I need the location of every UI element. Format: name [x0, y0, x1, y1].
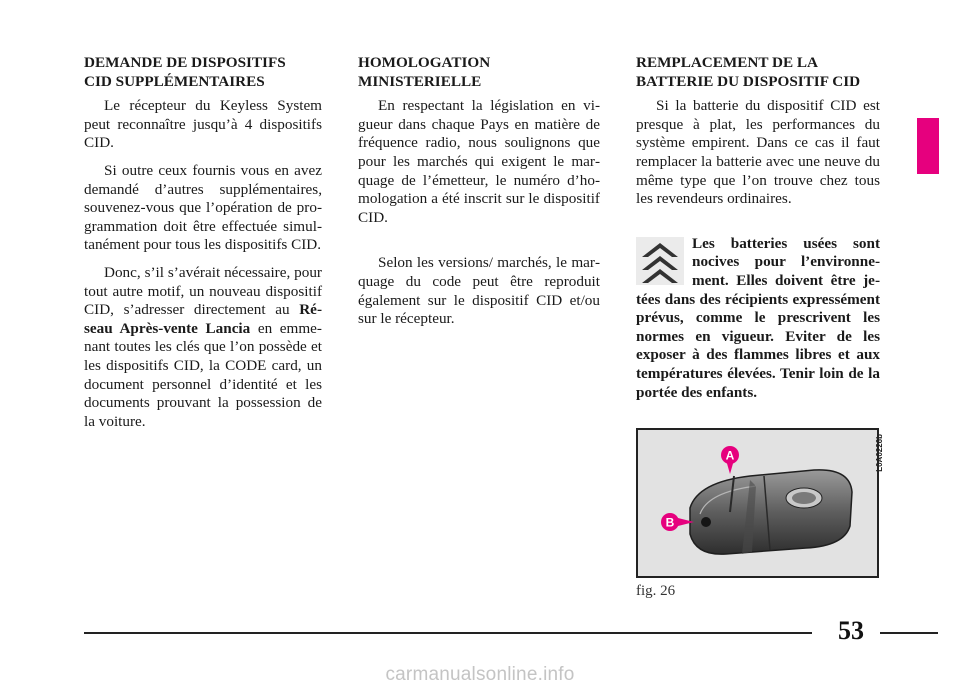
- section-heading-additional-cid: DEMANDE DE DISPOSITIFS CID SUPPLÉMENTAIRES: [84, 54, 286, 90]
- recycling-warning-icon: [636, 237, 684, 285]
- paragraph: Si la batterie du dispositif CID est presque à plat, les performances du système empirent. Dans ce cas il faut remplacer la batterie avec une neuve du même type que l’on trouve chez tous les revendeurs ordinaires.: [636, 97, 880, 208]
- figure-cid-device: [636, 428, 884, 578]
- page-number: 53: [838, 616, 864, 645]
- watermark: carmanualsonline.info: [385, 664, 575, 685]
- dealer-network-name: Réseau Après-vente Lancia: [84, 301, 322, 337]
- footer-rule-right: [880, 632, 938, 634]
- paragraph: Le récepteur du Keyless System peut reconnaître jusqu’à 4 dispositifs CID.: [84, 97, 322, 152]
- figure-label-b: B: [665, 515, 675, 530]
- column-left: [84, 54, 322, 440]
- environment-warning: Les batteries usées sont nocives pour l’environnement. Elles doivent être jetées dans des récipients expressément prévus, comme le prescrivent les normes en vigueur. Eviter de les exposer à des flammes libres et aux températures élevées. Tenir loin de la portée des enfants.: [636, 234, 880, 401]
- paragraph: Selon les versions/ marchés, le marquage du code peut être reproduit également sur le dispositif CID et/ou sur le récepteur.: [358, 254, 600, 328]
- footer-rule-left: [84, 632, 812, 634]
- figure-code: L0A0226b: [875, 434, 884, 472]
- section-heading-battery-replacement: REMPLACEMENT DE LA BATTERIE DU DISPOSITIF CID: [636, 54, 861, 90]
- cid-key-illustration: [638, 430, 877, 576]
- section-tab-marker: [917, 118, 939, 174]
- figure-label-a: A: [725, 448, 735, 463]
- figure-caption: fig. 26: [636, 583, 676, 599]
- column-middle: [358, 54, 600, 338]
- column-right: [636, 54, 880, 402]
- paragraph: Si outre ceux fournis vous en avez demandé d’autres supplémentaires, souvenez-vous que l’opération de programmation doit être effectuée simultanément pour tous les dispositifs CID.: [84, 161, 322, 254]
- paragraph: En respectant la législation en vigueur dans chaque Pays en matière de fréquence radio, nous soulignons que pour les marchés qui exigent le marquage de l’émetteur, le numéro d’homologation a été inscrit sur le dispositif CID.: [358, 97, 600, 226]
- section-heading-homologation: HOMOLOGATION MINISTERIELLE: [358, 54, 491, 90]
- paragraph: Donc, s’il s’avérait nécessaire, pour tout autre motif, un nouveau dispositif CID, s’adresser directement au Réseau Après-vente Lancia en emmenant toutes les clés que l’on possède et les dispositifs CID, la CODE card, un document personnel d’identité et les documents prouvant la possession de la voiture.: [84, 263, 322, 430]
